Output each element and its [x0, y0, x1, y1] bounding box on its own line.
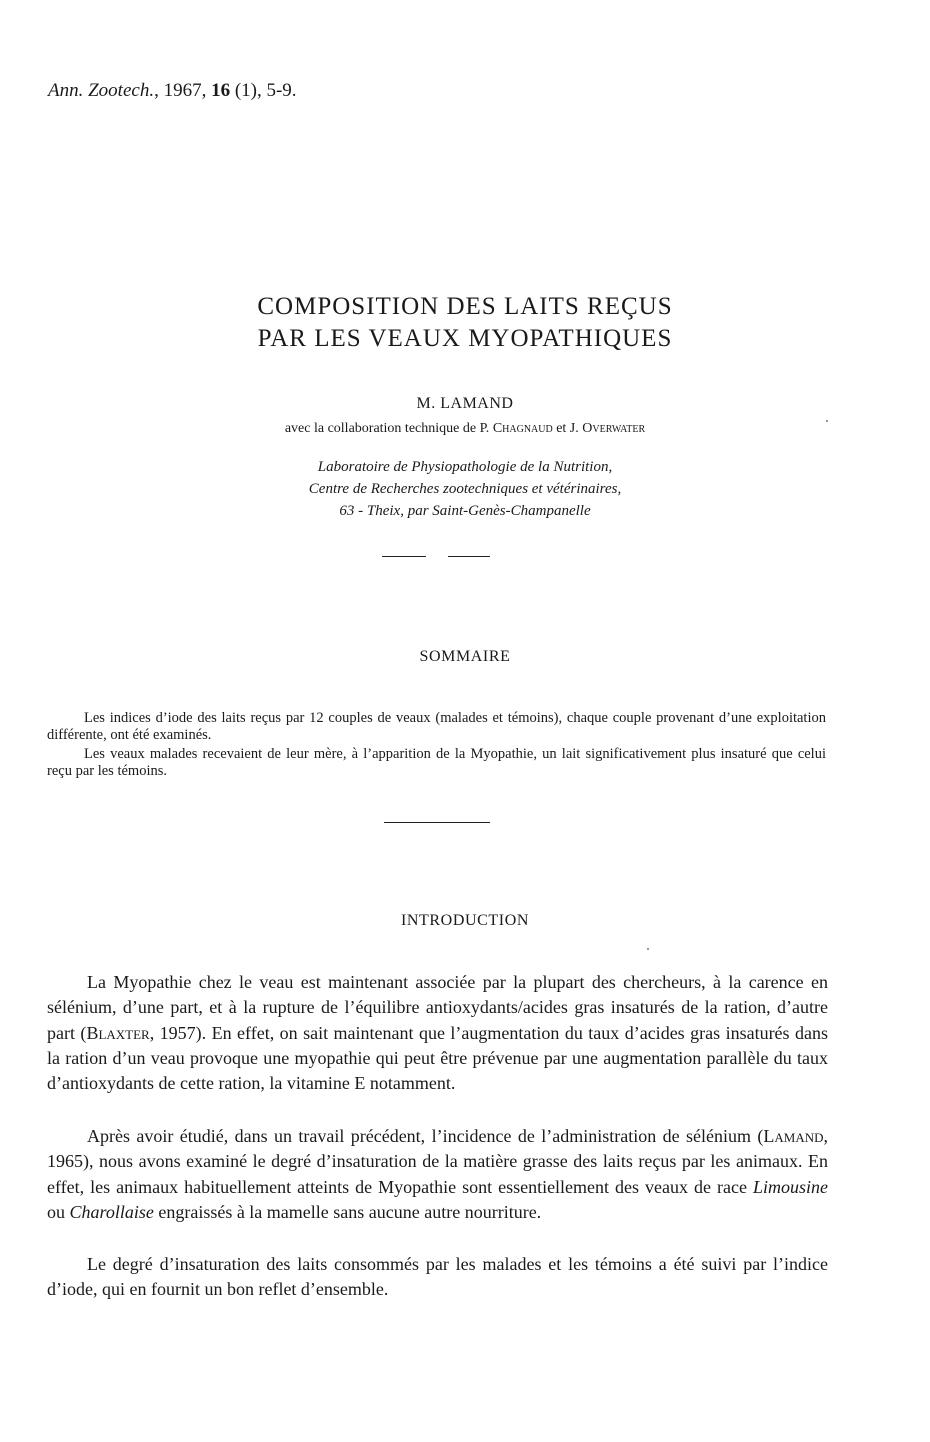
affiliation-line-1: Laboratoire de Physiopathologie de la Nutrition, [317, 459, 613, 475]
separator-rule [384, 822, 490, 823]
intro-paragraph-1 [47, 970, 828, 1096]
breed-name: Charollaise [69, 1201, 154, 1222]
collaboration-prefix: avec la collaboration technique de P. [284, 421, 493, 436]
collaboration-line [0, 421, 930, 437]
citation-author: Blaxter [86, 1022, 150, 1043]
publication-year: , 1967, [154, 80, 212, 101]
abstract-paragraph-2: Les veaux malades recevaient de leur mère, à l’apparition de la Myopathie, un lait significativement plus insaturé que celui reçu par les témoins. [47, 746, 826, 779]
volume-number: 16 [211, 80, 231, 101]
separator-rule [448, 556, 490, 557]
separator-rule [382, 556, 426, 557]
affiliation-line-3: 63 - Theix, par Saint-Genès-Champanelle [339, 503, 591, 519]
scan-speck [647, 948, 649, 950]
scan-speck [826, 420, 828, 422]
breed-name: Limousine [752, 1176, 828, 1197]
intro-paragraph-2 [47, 1124, 828, 1225]
article-title-line-1: COMPOSITION DES LAITS REÇUS [257, 293, 673, 320]
intro-text: ou [47, 1201, 70, 1222]
article-title-line-2: PAR LES VEAUX MYOPATHIQUES [257, 325, 673, 352]
affiliation-line-2: Centre de Recherches zootechniques et vétérinaires, [308, 481, 622, 497]
intro-text: , 1965), nous avons examiné le degré d’insaturation de la matière grasse des laits reçus par les animaux. En effet, les animaux habituellement atteints de Myopathie sont essentiellement des veaux de race [47, 1126, 828, 1197]
author-name: M. LAMAND [416, 395, 514, 412]
journal-name: Ann. Zootech. [48, 80, 155, 101]
abstract-paragraph-1: Les indices d’iode des laits reçus par 12 couples de veaux (malades et témoins), chaque couple provenant d’une exploitation différente, ont été examinés. [47, 710, 826, 743]
intro-text: , 1957). En effet, on sait maintenant que l’augmentation du taux d’acides gras insaturés dans la ration d’un veau provoque une myopathie qui peut être prévenue par une augmentation parallèle du taux d’antioxydants de cette ration, la vitamine E notamment. [47, 1022, 828, 1094]
issue-pages: (1), 5-9. [230, 80, 297, 101]
intro-text: Après avoir étudié, dans un travail précédent, l’incidence de l’administration de sélénium ( [87, 1126, 764, 1146]
citation-reference [48, 80, 297, 102]
collaborator-1: Chagnaud [492, 421, 553, 436]
citation-author: Lamand [763, 1126, 824, 1146]
section-heading-introduction: INTRODUCTION [400, 912, 530, 929]
collaborator-2: Overwater [582, 421, 646, 436]
intro-text: La Myopathie chez le veau est maintenant associée par la plupart des chercheurs, à la carence en sélénium, d’une part, et à la rupture de l’équilibre antioxydants/acides gras insaturés de la ration, d’autre part ( [47, 972, 828, 1043]
collaboration-middle: et J. [552, 421, 583, 436]
intro-text: engraissés à la mamelle sans aucune autre nourriture. [153, 1201, 542, 1222]
intro-paragraph-3: Le degré d’insaturation des laits consommés par les malades et les témoins a été suivi par l’indice d’iode, qui en fournit un bon reflet d’ensemble. [47, 1254, 828, 1300]
section-heading-sommaire: SOMMAIRE [419, 648, 511, 665]
